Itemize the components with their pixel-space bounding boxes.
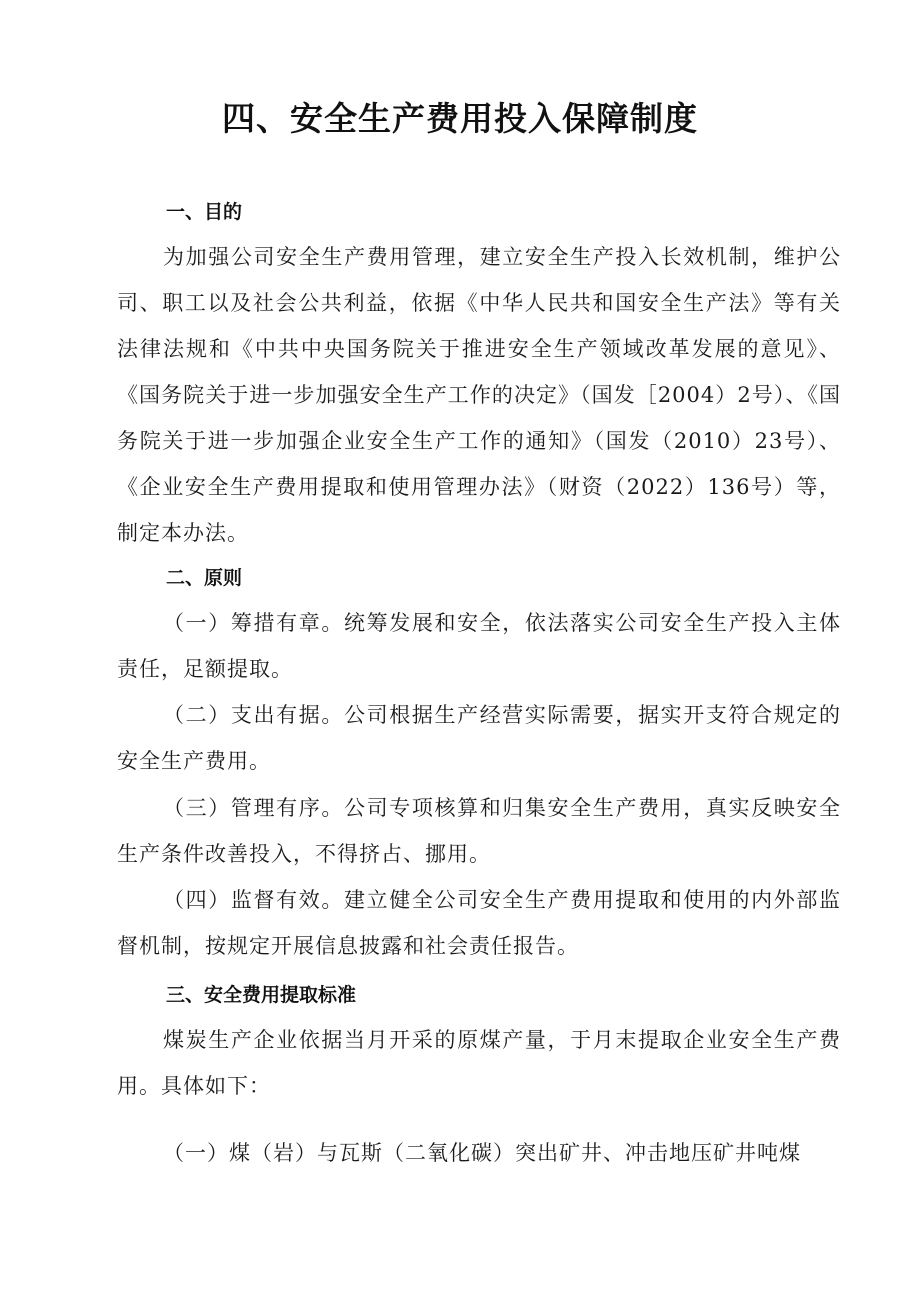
paragraph-principle-3: （三）管理有序。公司专项核算和归集安全生产费用，真实反映安全生产条件改善投入，不得挤占、挪用。 [117, 796, 841, 866]
paragraph-extraction-intro: 煤炭生产企业依据当月开采的原煤产量，于月末提取企业安全生产费用。具体如下： [117, 1028, 841, 1098]
section-heading-principles: 二、原则 [166, 567, 243, 589]
section-heading-purpose: 一、目的 [166, 201, 243, 223]
paragraph-purpose: 为加强公司安全生产费用管理，建立安全生产投入长效机制，维护公司、职工以及社会公共利益，依据《中华人民共和国安全生产法》等有关法律法规和《中共中央国务院关于推进安全生产领域改革发展的意见》、《国务院关于进一步加强安全生产工作的决定》（国发［2004）2号）、《国务院关于进一步加强企业安全生产工作的通知》（国发（2010）23号）、《企业安全生产费用提取和使用管理办法》（财资（2022）136号）等，制定本办法。 [117, 245, 841, 545]
paragraph-principle-2: （二）支出有据。公司根据生产经营实际需要，据实开支符合规定的安全生产费用。 [117, 703, 841, 773]
paragraph-principle-4: （四）监督有效。建立健全公司安全生产费用提取和使用的内外部监督机制，按规定开展信息披露和社会责任报告。 [117, 888, 841, 958]
paragraph-principle-1: （一）筹措有章。统筹发展和安全，依法落实公司安全生产投入主体责任，足额提取。 [117, 611, 841, 681]
document-title: 四、安全生产费用投入保障制度 [222, 99, 698, 138]
paragraph-extraction-item-1: （一）煤（岩）与瓦斯（二氧化碳）突出矿井、冲击地压矿井吨煤 [163, 1141, 801, 1165]
section-heading-extraction-standard: 三、安全费用提取标准 [166, 984, 357, 1006]
